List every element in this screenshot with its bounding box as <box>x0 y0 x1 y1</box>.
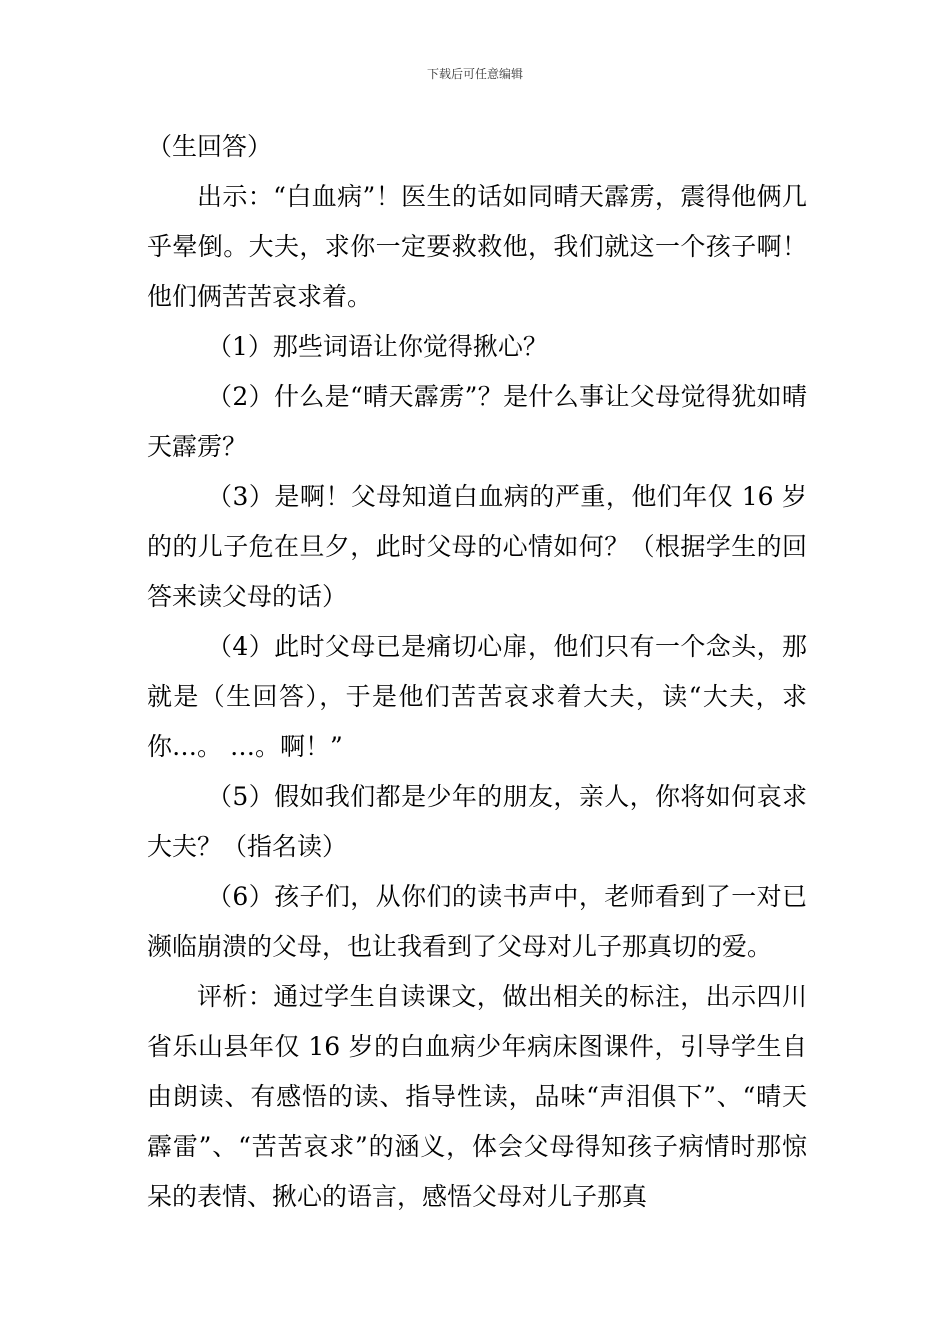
document-body <box>147 122 807 1222</box>
paragraph-question-1: （1）那些词语让你觉得揪心？ <box>207 332 548 361</box>
paragraph-question-3: （3）是啊！父母知道白血病的严重，他们年仅 16 岁的的儿子危在旦夕，此时父母的心情如何？（根据学生的回答来读父母的话） <box>147 482 807 611</box>
paragraph-question-2: （2）什么是“晴天霹雳”？是什么事让父母觉得犹如晴天霹雳？ <box>147 382 807 461</box>
paragraph-question-4: （4）此时父母已是痛切心扉，他们只有一个念头，那就是（生回答），于是他们苦苦哀求着大夫，读“大夫，求你…。 …。啊！” <box>147 632 807 761</box>
paragraph-analysis: 评析：通过学生自读课文，做出相关的标注，出示四川省乐山县年仅 16 岁的白血病少年病床图课件，引导学生自由朗读、有感悟的读、指导性读，品味“声泪俱下”、“晴天霹雷”、“苦苦哀求”的涵义，体会父母得知孩子病情时那惊呆的表情、揪心的语言，感悟父母对儿子那真 <box>147 982 807 1211</box>
page-header: 下载后可任意编辑 <box>426 67 523 81</box>
paragraph-show-leukemia: 出示：“白血病”！医生的话如同晴天霹雳，震得他俩几乎晕倒。大夫，求你一定要救救他，我们就这一个孩子啊！他们俩苦苦哀求着。 <box>147 182 807 311</box>
paragraph-question-5: （5）假如我们都是少年的朋友，亲人，你将如何哀求大夫？（指名读） <box>147 782 807 861</box>
paragraph-student-answer: （生回答） <box>147 132 273 161</box>
paragraph-question-6: （6）孩子们，从你们的读书声中，老师看到了一对已濒临崩溃的父母，也让我看到了父母对儿子那真切的爱。 <box>147 882 807 961</box>
